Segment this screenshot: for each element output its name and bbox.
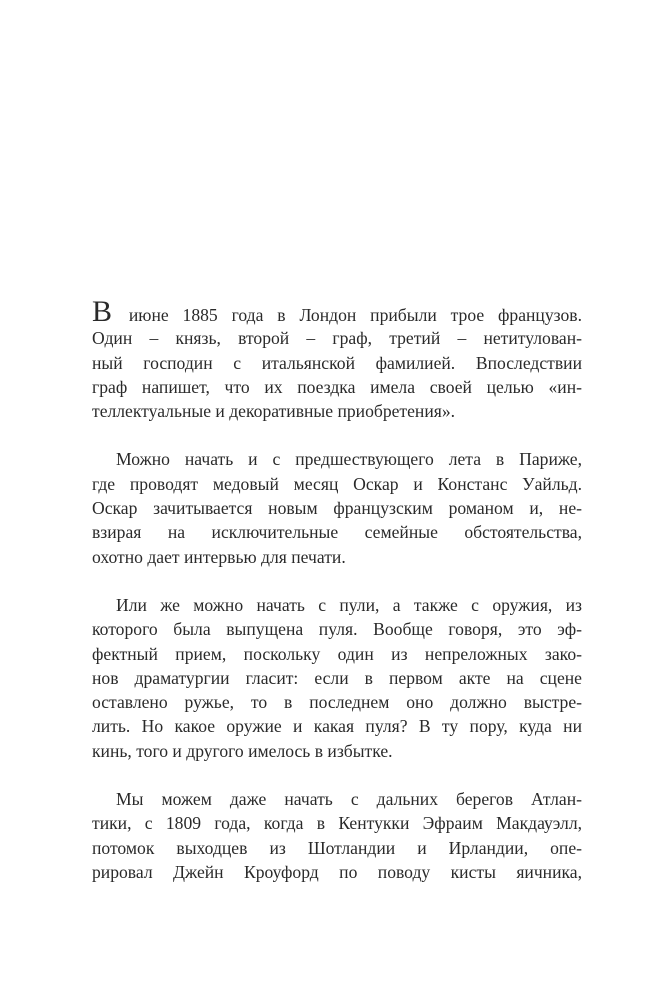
line-text: июне 1885 года в Лондон прибыли трое французов. bbox=[128, 305, 582, 325]
text-line bbox=[92, 642, 582, 666]
text-line bbox=[92, 787, 582, 811]
line-text: граф напишет, что их поездка имела своей целью «ин- bbox=[92, 376, 582, 397]
drop-cap: В bbox=[92, 295, 113, 328]
line-text: тики, с 1809 года, когда в Кентукки Эфраим Макдауэлл, bbox=[92, 813, 582, 834]
text-line bbox=[92, 811, 582, 835]
text-line bbox=[92, 836, 582, 860]
paragraph bbox=[92, 787, 582, 884]
line-text: потомок выходцев из Шотландии и Ирландии, опе- bbox=[92, 837, 582, 858]
line-text: Можно начать и с предшествующего лета в Париже, bbox=[116, 449, 582, 470]
line-text: Или же можно начать с пули, а также с оружия, из bbox=[116, 594, 582, 615]
text-line bbox=[92, 666, 582, 690]
line-text: ный господин с итальянской фамилией. Впоследствии bbox=[92, 352, 582, 373]
line-text: кинь, того и другого имелось в избытке. bbox=[92, 740, 393, 761]
text-line bbox=[92, 690, 582, 714]
text-line bbox=[92, 447, 582, 471]
line-text: лить. Но какое оружие и какая пуля? В ту пору, куда ни bbox=[92, 716, 582, 737]
text-line bbox=[92, 472, 582, 496]
text-line bbox=[92, 545, 582, 569]
line-text: оставлено ружье, то в последнем оно должно выстре- bbox=[92, 692, 582, 713]
page-body bbox=[92, 295, 582, 908]
paragraph bbox=[92, 447, 582, 568]
line-text: охотно дает интервью для печати. bbox=[92, 546, 346, 567]
text-line bbox=[92, 860, 582, 884]
paragraph bbox=[92, 295, 582, 423]
line-text: теллектуальные и декоративные приобретения». bbox=[92, 401, 456, 422]
text-line bbox=[92, 351, 582, 375]
line-text: взирая на исключительные семейные обстоятельства, bbox=[92, 522, 582, 543]
text-line bbox=[92, 593, 582, 617]
line-text: где проводят медовый месяц Оскар и Констанс Уайльд. bbox=[92, 473, 582, 494]
text-line bbox=[92, 295, 582, 328]
text-line bbox=[92, 739, 582, 763]
line-text: рировал Джейн Кроуфорд по поводу кисты яичника, bbox=[92, 861, 582, 882]
text-line bbox=[92, 399, 582, 423]
text-line bbox=[92, 617, 582, 641]
text-line bbox=[92, 496, 582, 520]
text-line bbox=[92, 326, 582, 350]
line-text: фектный прием, поскольку один из непреложных зако- bbox=[92, 643, 582, 664]
line-text: Оскар зачитывается новым французским романом и, не- bbox=[92, 498, 582, 519]
line-text: Один – князь, второй – граф, третий – нетитулован- bbox=[92, 328, 582, 349]
text-line bbox=[92, 520, 582, 544]
line-text: Мы можем даже начать с дальних берегов Атлан- bbox=[116, 789, 582, 810]
text-line bbox=[92, 714, 582, 738]
line-text: которого была выпущена пуля. Вообще говоря, это эф- bbox=[92, 619, 582, 640]
line-text: нов драматургии гласит: если в первом акте на сцене bbox=[92, 667, 582, 688]
text-line bbox=[92, 375, 582, 399]
paragraph bbox=[92, 593, 582, 763]
